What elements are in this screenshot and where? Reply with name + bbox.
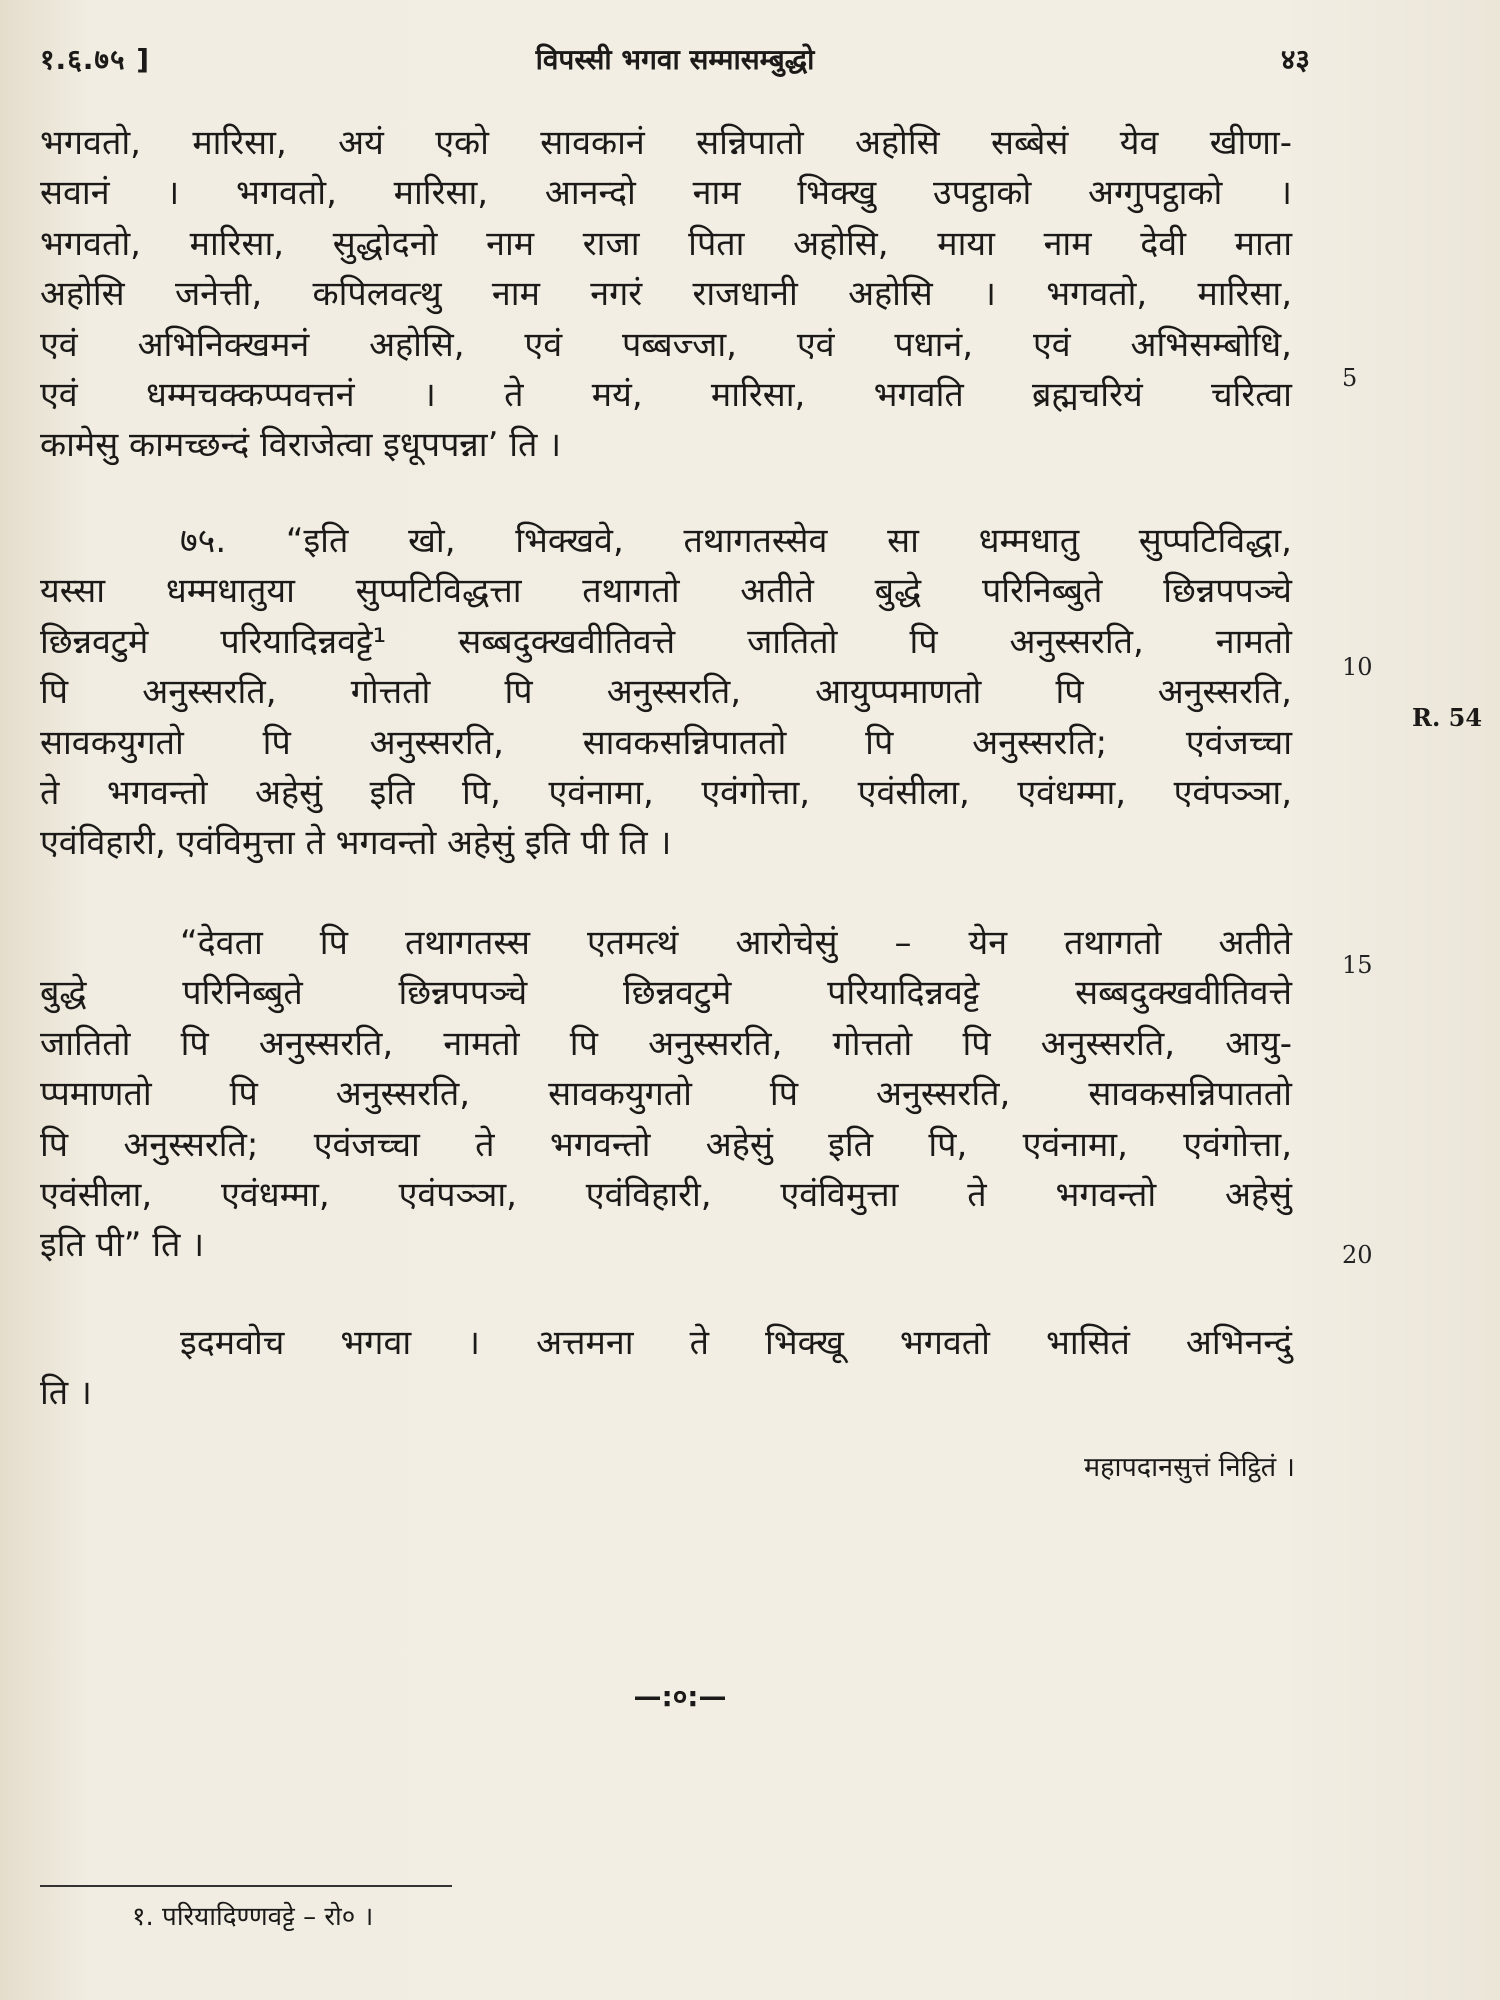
text-line: इदमवोच भगवा । अत्तमना ते भिक्खू भगवतो भासितं अभिनन्दुं	[180, 1323, 1292, 1363]
text-line: यस्सा धम्मधातुया सुप्पटिविद्धत्ता तथागतो अतीते बुद्धे परिनिब्बुते छिन्नपपञ्चे	[40, 571, 1292, 612]
line-number: 10	[1342, 653, 1373, 681]
line-number: 5	[1342, 364, 1358, 392]
text-line: सावकयुगतो पि अनुस्सरति, सावकसन्निपाततो पि अनुस्सरति; एवंजच्चा	[40, 722, 1292, 763]
text-line: बुद्धे परिनिब्बुते छिन्नपपञ्चे छिन्नवटुमे परियादिन्नवट्टे सब्बदुक्खवीतिवत्ते	[40, 973, 1292, 1014]
line-number: 15	[1342, 951, 1373, 979]
text-line: अहोसि जनेत्ती, कपिलवत्थु नाम नगरं राजधानी अहोसि । भगवतो, मारिसा,	[40, 274, 1292, 315]
running-title: विपस्सी भगवा सम्मासम्बुद्धो	[535, 43, 815, 76]
text-line: एवंसीला, एवंधम्मा, एवंपञ्ञा, एवंविहारी, एवंविमुत्ता ते भगवन्तो अहेसुं	[40, 1174, 1292, 1215]
text-line: इति पी” ति ।	[40, 1225, 205, 1266]
text-line: कामेसु कामच्छन्दं विराजेत्वा इधूपपन्ना’ ति ।	[40, 425, 562, 466]
text-line: सवानं । भगवतो, मारिसा, आनन्दो नाम भिक्खु उपट्ठाको अग्गुपट्ठाको ।	[40, 173, 1292, 214]
running-header	[40, 40, 1310, 90]
paragraph-devata	[40, 918, 1292, 1271]
colophon: महापदानसुत्तं निट्ठितं ।	[1084, 1452, 1295, 1483]
text-line: जातितो पि अनुस्सरति, नामतो पि अनुस्सरति, गोत्ततो पि अनुस्सरति, आयु-	[40, 1023, 1292, 1064]
paragraph-75	[40, 516, 1292, 869]
text-line: एवं अभिनिक्खमनं अहोसि, एवं पब्बज्जा, एवं पधानं, एवं अभिसम्बोधि,	[40, 324, 1292, 365]
text-line: छिन्नवटुमे परियादिन्नवट्टे¹ सब्बदुक्खवीतिवत्ते जातितो पि अनुस्सरति, नामतो	[40, 621, 1292, 662]
text-line: ति ।	[40, 1373, 92, 1414]
paragraph-1	[40, 118, 1292, 471]
margin-reference: R. 54	[1412, 703, 1483, 732]
text-line: पि अनुस्सरति, गोत्ततो पि अनुस्सरति, आयुप्पमाणतो पि अनुस्सरति,	[40, 672, 1292, 713]
section-reference: १.६.७५ ]	[40, 43, 151, 76]
text-line: ७५. “इति खो, भिक्खवे, तथागतस्सेव सा धम्मधातु सुप्पटिविद्धा,	[180, 521, 1292, 561]
text-line: ते भगवन्तो अहेसुं इति पि, एवंनामा, एवंगोत्ता, एवंसीला, एवंधम्मा, एवंपञ्ञा,	[40, 772, 1292, 813]
text-line: प्पमाणतो पि अनुस्सरति, सावकयुगतो पि अनुस्सरति, सावकसन्निपाततो	[40, 1074, 1292, 1115]
page-number: ४३	[1280, 43, 1310, 76]
text-line: एवं धम्मचक्कप्पवत्तनं । ते मयं, मारिसा, भगवति ब्रह्मचरियं चरित्वा	[40, 374, 1292, 415]
text-line: “देवता पि तथागतस्स एतमत्थं आरोचेसुं – येन तथागतो अतीते	[180, 923, 1292, 963]
line-number: 20	[1342, 1241, 1373, 1269]
footnote-rule	[40, 1885, 452, 1887]
footnote: १. परियादिण्णवट्टे – रो० ।	[132, 1902, 374, 1932]
paragraph-conclusion	[40, 1318, 1292, 1419]
text-line: पि अनुस्सरति; एवंजच्चा ते भगवन्तो अहेसुं इति पि, एवंनामा, एवंगोत्ता,	[40, 1124, 1292, 1165]
text-line: भगवतो, मारिसा, अयं एको सावकानं सन्निपातो अहोसि सब्बेसं येव खीणा-	[40, 123, 1292, 163]
text-line: भगवतो, मारिसा, सुद्धोदनो नाम राजा पिता अहोसि, माया नाम देवी माता	[40, 223, 1292, 264]
text-line: एवंविहारी, एवंविमुत्ता ते भगवन्तो अहेसुं इति पी ति ।	[40, 823, 672, 864]
section-separator: —:०:—	[633, 1680, 727, 1713]
